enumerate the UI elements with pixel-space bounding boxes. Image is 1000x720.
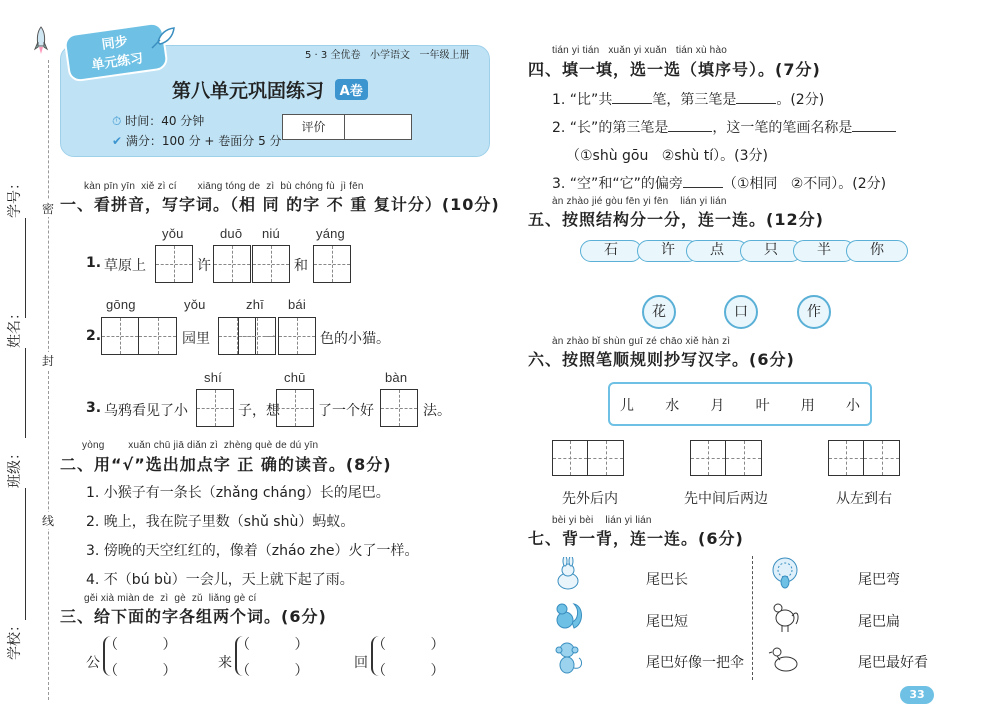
- badge-line2: 单元练习: [90, 51, 145, 74]
- s1-q2-num: 2.: [86, 328, 102, 344]
- write-box[interactable]: [690, 440, 726, 476]
- s1-q2-c: 色的小猫。: [320, 331, 390, 347]
- s1-q3-num: 3.: [86, 400, 102, 416]
- structure-circle[interactable]: 作: [797, 295, 831, 329]
- series-label: 5 · 3 全优卷 小学语文 一年级上册: [305, 50, 470, 61]
- s4-pinyin: tián yi tián xuǎn yi xuǎn tián xù hào: [552, 45, 727, 56]
- s1-q1-py2: duō: [220, 226, 243, 241]
- rooster-icon: [768, 598, 802, 638]
- s3-title: 三、给下面的字各组两个词。(6分): [60, 607, 327, 626]
- squirrel-icon: [552, 598, 586, 636]
- s4-q2-b: ，这一笔的笔画名称是: [712, 120, 853, 136]
- s1-q3-py3: bàn: [385, 370, 408, 385]
- s4-q2b: （①shù gōu ②shù tí）。(3分): [566, 148, 768, 164]
- s1-q3-b: 子，想: [238, 403, 280, 419]
- s4-q3-b: （①相同 ②不同）。(2分): [722, 176, 887, 192]
- page-title: [172, 76, 368, 103]
- check-icon: ✔: [112, 134, 123, 148]
- s2-pinyin: yòng xuǎn chū jiā diǎn zì zhèng què de dú yīn: [82, 440, 319, 451]
- s3-char: 公: [86, 655, 100, 671]
- s1-q2-a: 园里: [182, 331, 210, 347]
- s5-title: 五、按照结构分一分，连一连。(12分): [528, 210, 824, 229]
- s4-q3-a: 3. “空”和“它”的偏旁: [552, 176, 683, 192]
- s2-item: 2. 晚上，我在院子里数（shǔ shù）蚂蚁。: [86, 514, 355, 530]
- s3-pinyin: gěi xià miàn de zì gè zǔ liǎng gè cí: [84, 593, 257, 604]
- monkey-icon: [553, 640, 585, 678]
- s1-pinyin: kàn pīn yīn xiě zì cí xiāng tóng de zì bù chóng fù jì fēn: [84, 181, 364, 192]
- s1-q1-a: 草原上: [104, 258, 146, 274]
- char-pill[interactable]: 你: [846, 240, 908, 262]
- s2-item: 1. 小猴子有一条长（zhǎng cháng）长的尾巴。: [86, 485, 390, 501]
- answer-blank[interactable]: [668, 131, 712, 132]
- write-box[interactable]: [213, 245, 251, 283]
- s4-q1-c: 。(2分): [776, 92, 825, 108]
- s1-q1-num: 1.: [86, 255, 102, 271]
- clock-icon: ⏱: [112, 114, 122, 128]
- s1-q2-b: 一: [262, 331, 276, 347]
- name-label: 姓名：: [7, 306, 23, 348]
- copy-char: 小: [845, 398, 860, 414]
- answer-blank[interactable]: （ ）: [372, 663, 445, 679]
- number-label: 学号：: [7, 176, 23, 218]
- copy-char: 月: [710, 398, 725, 414]
- char-pill[interactable]: 许: [637, 240, 699, 262]
- class-label: 班级：: [7, 446, 23, 488]
- s1-q1-c: 和: [294, 258, 308, 274]
- tail-right[interactable]: 尾巴扁: [858, 614, 900, 630]
- eval-box[interactable]: [282, 114, 412, 140]
- write-box[interactable]: [864, 440, 900, 476]
- s1-q2-py3: zhī: [246, 297, 264, 312]
- rocket-icon: [33, 26, 49, 60]
- char-pill[interactable]: 半: [793, 240, 855, 262]
- write-box[interactable]: [101, 317, 139, 355]
- s1-q1-py1: yǒu: [162, 226, 184, 241]
- write-box[interactable]: [252, 245, 290, 283]
- write-box[interactable]: [238, 317, 276, 355]
- eval-input[interactable]: [345, 115, 411, 139]
- class-field[interactable]: [4, 440, 28, 580]
- s2-item: 3. 傍晚的天空红红的，像着（zháo zhe）火了一样。: [86, 543, 419, 559]
- s1-q2-py4: bái: [288, 297, 306, 312]
- rabbit-icon: [553, 557, 583, 595]
- answer-blank[interactable]: [852, 131, 896, 132]
- write-box[interactable]: [726, 440, 762, 476]
- s1-q3-py2: chū: [284, 370, 306, 385]
- write-box[interactable]: [828, 440, 864, 476]
- rule-label: 从左到右: [836, 491, 892, 507]
- divider: [752, 556, 753, 680]
- write-box[interactable]: [155, 245, 193, 283]
- s4-q2: [552, 117, 896, 137]
- char-pill[interactable]: 只: [740, 240, 802, 262]
- s1-q2-py2: yǒu: [184, 297, 206, 312]
- s4-q1: [552, 89, 824, 109]
- s4-title: 四、填一填，选一选（填序号）。(7分): [528, 60, 821, 79]
- s6-pinyin: àn zhào bǐ shùn guī zé chāo xiě hàn zì: [552, 336, 731, 347]
- copy-char: 叶: [755, 398, 770, 414]
- school-field[interactable]: [4, 560, 28, 690]
- s1-q1-py3: niú: [262, 226, 280, 241]
- s2-item: 4. 不（bú bù）一会儿，天上就下起了雨。: [86, 572, 354, 588]
- s7-title: 七、背一背，连一连。(6分): [528, 529, 744, 548]
- badge-line1: 同步: [100, 34, 129, 53]
- xian-label: 线: [42, 514, 55, 528]
- time-text: 时间：40 分钟: [125, 114, 205, 128]
- page-number-text: 33: [909, 688, 925, 701]
- write-box[interactable]: [278, 317, 316, 355]
- peacock-icon: [768, 556, 802, 594]
- tail-right[interactable]: 尾巴最好看: [858, 655, 928, 671]
- title-tag: A卷: [335, 79, 368, 100]
- duck-icon: [768, 642, 802, 680]
- s1-q3-c: 了一个好: [318, 403, 374, 419]
- write-box[interactable]: [139, 317, 177, 355]
- mi-label: 密: [42, 202, 55, 216]
- answer-blank[interactable]: （ ）: [372, 637, 445, 653]
- answer-blank[interactable]: （ ）: [236, 663, 309, 679]
- answer-blank[interactable]: [612, 103, 652, 104]
- number-field[interactable]: [4, 170, 28, 320]
- s4-q3: [552, 173, 886, 193]
- s1-q1-py4: yáng: [316, 226, 345, 241]
- write-box[interactable]: [552, 440, 588, 476]
- time-info: [112, 112, 204, 129]
- write-box[interactable]: [380, 389, 418, 427]
- write-box[interactable]: [313, 245, 351, 283]
- eval-label: 评价: [283, 115, 345, 139]
- s1-q3-py1: shí: [204, 370, 222, 385]
- score-text: 满分：100 分 + 卷面分 5 分: [125, 134, 282, 148]
- rule-label: 先外后内: [562, 491, 618, 507]
- write-box[interactable]: [276, 389, 314, 427]
- s1-q3-d: 法。: [423, 403, 451, 419]
- name-field[interactable]: [4, 300, 28, 430]
- page-number: [900, 686, 934, 704]
- copy-char: 儿: [620, 398, 634, 414]
- answer-blank[interactable]: （ ）: [104, 637, 177, 653]
- structure-circle[interactable]: 口: [724, 295, 758, 329]
- structure-circle[interactable]: 花: [642, 295, 676, 329]
- s4-q1-b: 笔，第三笔是: [652, 92, 737, 108]
- tail-left[interactable]: 尾巴短: [646, 614, 688, 630]
- binding-line: [48, 60, 49, 700]
- tail-left[interactable]: 尾巴好像一把伞: [646, 655, 744, 671]
- copy-char: 水: [665, 398, 680, 414]
- tail-right[interactable]: 尾巴弯: [858, 572, 900, 588]
- answer-blank[interactable]: [736, 103, 776, 104]
- char-pill[interactable]: 石: [580, 240, 642, 262]
- s4-q2-a: 2. “长”的第三笔是: [552, 120, 669, 136]
- feng-label: 封: [42, 354, 55, 368]
- answer-blank[interactable]: （ ）: [236, 637, 309, 653]
- write-box[interactable]: [588, 440, 624, 476]
- s2-title: 二、用“√”选出加点字 正 确的读音。(8分): [60, 455, 392, 474]
- char-pill[interactable]: 点: [686, 240, 748, 262]
- char-row: [620, 395, 860, 415]
- s1-title: 一、看拼音，写字词。（相 同 的字 不 重 复计分）(10分): [60, 195, 500, 214]
- rocket-badge-icon: [150, 26, 176, 54]
- tail-left[interactable]: 尾巴长: [646, 572, 688, 588]
- school-label: 学校：: [7, 618, 23, 660]
- s1-q2-py1: gōng: [106, 297, 136, 312]
- s7-pinyin: bèi yi bèi lián yi lián: [552, 515, 652, 526]
- title-text: 第八单元巩固练习: [172, 80, 325, 102]
- score-info: [112, 132, 282, 149]
- s4-q1-a: 1. “比”共: [552, 92, 613, 108]
- s1-q3-a: 乌鸦看见了小: [104, 403, 188, 419]
- s3-char: 回: [354, 655, 368, 671]
- write-box[interactable]: [196, 389, 234, 427]
- answer-blank[interactable]: （ ）: [104, 663, 177, 679]
- s6-title: 六、按照笔顺规则抄写汉字。(6分): [528, 350, 795, 369]
- s5-pinyin: àn zhào jié gòu fēn yi fēn lián yi lián: [552, 196, 727, 207]
- rule-label: 先中间后两边: [684, 491, 768, 507]
- s1-q1-b: 许: [197, 258, 211, 274]
- answer-blank[interactable]: [683, 187, 723, 188]
- s3-char: 来: [218, 655, 232, 671]
- copy-char: 用: [800, 398, 815, 414]
